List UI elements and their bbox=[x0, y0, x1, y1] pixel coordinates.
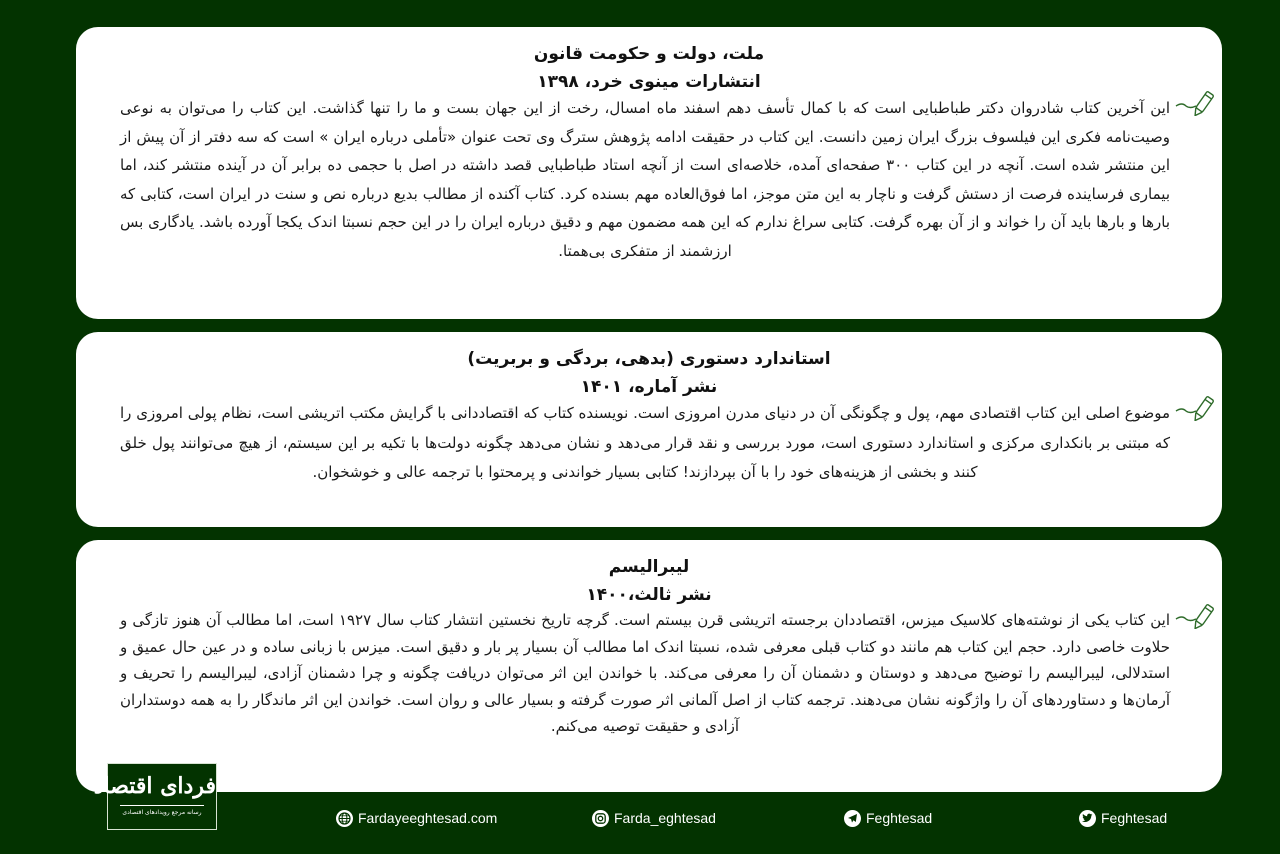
social-label: Farda_eghtesad bbox=[614, 810, 716, 826]
logo-divider bbox=[120, 805, 204, 806]
social-link-telegram[interactable] bbox=[844, 807, 932, 829]
pencil-icon bbox=[1174, 593, 1218, 629]
globe-icon bbox=[336, 810, 353, 827]
book-title: لیبرالیسم bbox=[608, 557, 690, 577]
social-link-instagram[interactable] bbox=[592, 807, 716, 829]
social-link-website[interactable] bbox=[336, 807, 497, 829]
social-link-twitter[interactable] bbox=[1079, 807, 1167, 829]
book-publisher: نشر آماره، ۱۴۰۱ bbox=[580, 377, 718, 397]
instagram-icon bbox=[592, 810, 609, 827]
social-label: Fardayeeghtesad.com bbox=[358, 810, 498, 826]
pencil-icon bbox=[1174, 80, 1218, 116]
book-publisher: انتشارات مینوی خرد، ۱۳۹۸ bbox=[537, 72, 761, 92]
book-title: استاندارد دستوری (بدهی، بردگی و بربریت) bbox=[467, 349, 831, 369]
twitter-icon bbox=[1079, 810, 1096, 827]
social-label: Feghtesad bbox=[866, 810, 933, 826]
pencil-icon bbox=[1174, 385, 1218, 421]
logo-name: فردای اقتصاد bbox=[93, 773, 216, 799]
book-review: موضوع اصلی این کتاب اقتصادی مهم، پول و چگونگی آن در دنیای مدرن امروزی است. نویسنده کتاب که اقتصاددانی با گرایش مکتب اتریشی است، نظام پولی امروزی را که مبتنی بر بانکداری مرکزی و استاندارد دستوری است، مورد بررسی و نقد قرار می‌دهد و نشان می‌دهد چگونه دولت‌ها با تکیه بر این سیستم، از هیچ می‌توانند پول خلق کنند و بخشی از هزینه‌های خود را با آن بپردازند! کتابی بسیار خواندنی و پرمحتوا با ترجمه عالی و خوشخوان. bbox=[120, 404, 1170, 481]
book-card bbox=[76, 27, 1222, 319]
book-card bbox=[76, 540, 1222, 792]
book-review: این آخرین کتاب شادروان دکتر طباطبایی است که با کمال تأسف دهم اسفند ماه امسال، رخت از این جهان بست و ما را تنها گذاشت. این کتاب را می‌توان به نوعی وصیت‌نامه فکری این فیلسوف بزرگ ایران زمین دانست. این کتاب در حقیقت ادامه پژوهش سترگ وی تحت عنوان «تأملی درباره ایران » است که سه دفتر از آن پیش از این منتشر شده است. آنچه در این کتاب ۳۰۰ صفحه‌ای آمده، خلاصه‌ای است از آنچه استاد طباطبایی قصد داشته در اصل با حجمی ده برابر آن در آینده منتشر کند، اما بیماری فرساینده فرصت از دستش گرفت و ناچار به این متن موجز، اما فوق‌العاده مهم بسنده کرد. کتاب آکنده از مطالب بدیع درباره نص و سنت در ایران است، کتابی که بارها و بارها باید آن را خواند و از آن بهره گرفت. کتابی سراغ ندارم که این همه مضمون مهم و دقیق درباره ایران را در این حجم نسبتا اندک یکجا آورده باشد. یادگاری بس ارزشمند از متفکری بی‌همتا. bbox=[120, 99, 1170, 260]
logo-tagline: رسانه مرجع رویدادهای اقتصادی bbox=[122, 809, 202, 816]
book-publisher: نشر ثالث،۱۴۰۰ bbox=[586, 585, 712, 605]
book-title: ملت، دولت و حکومت قانون bbox=[533, 44, 765, 64]
book-review: این کتاب یکی از نوشته‌های کلاسیک میزس، اقتصاددان برجسته اتریشی قرن بیستم است. گرچه تاریخ نخستین انتشار کتاب سال ۱۹۲۷ است، اما مطالب آن هنوز تازگی و حلاوت خاصی دارد. حجم این کتاب هم مانند دو کتاب قبلی معرفی شده، نسبتا اندک اما مطالب آن بسیار پر بار و دقیق است. میزس با زبانی ساده و در عین حال عمیق و استدلالی، لیبرالیسم را توضیح می‌دهد و دوستان و دشمنان آن را معرفی می‌کند. با خواندن این اثر می‌توان دریافت چگونه و چرا دشمنان آزادی، لیبرالیسم را تحریف و آرمان‌ها و دستاوردهای آن را واژگونه نشان می‌دهند. ترجمه کتاب از اصل آلمانی اثر صورت گرفته و بسیار عالی و روان است. خواندن این اثر ماندگار را به همه دوستداران آزادی و حقیقت توصیه می‌کنم. bbox=[120, 611, 1170, 736]
brand-logo bbox=[93, 763, 217, 830]
telegram-icon bbox=[844, 810, 861, 827]
book-card bbox=[76, 332, 1222, 527]
social-label: Feghtesad bbox=[1101, 810, 1168, 826]
